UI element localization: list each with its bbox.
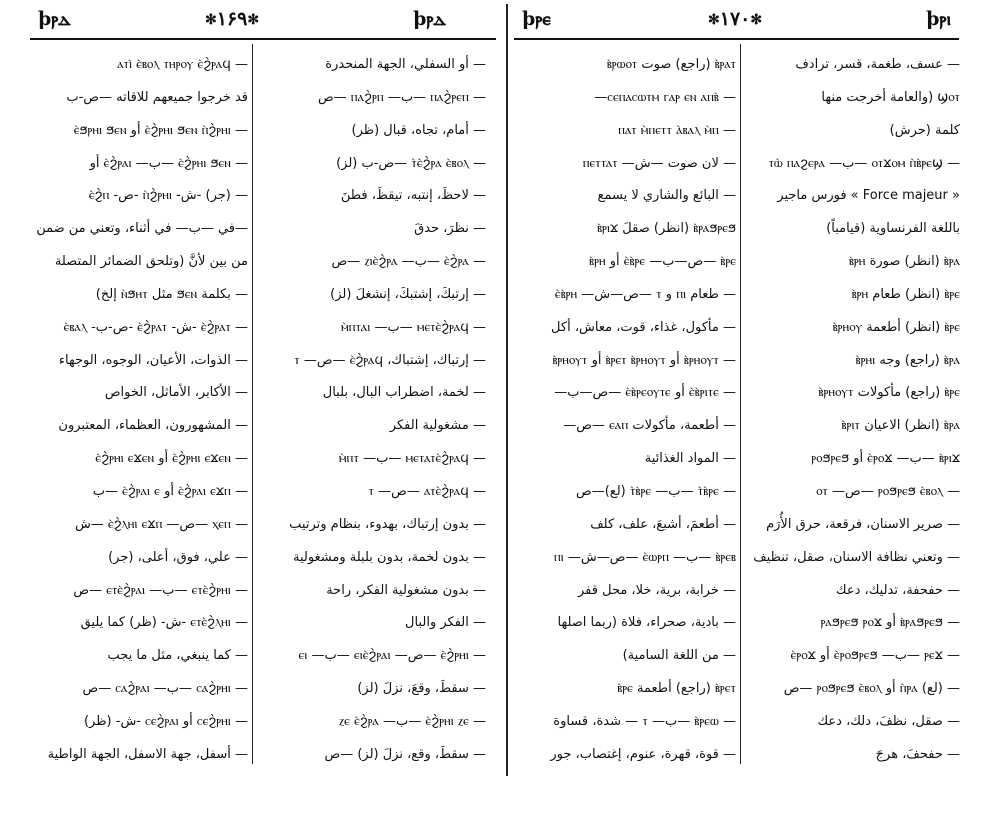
entry-line: — بدون لخمة، بدون بلبلة ومشغولية bbox=[292, 549, 486, 565]
right-page-header bbox=[508, 4, 981, 34]
right-page bbox=[508, 0, 981, 780]
entry-line: — أطعمَ، أشبعَ، علف، كلف bbox=[590, 516, 736, 532]
entry-line: — صرير الاسنان، فرقعة، حرق الأُرَم bbox=[766, 516, 960, 532]
header-rule bbox=[30, 38, 496, 40]
entry-line: من بين لأنَّ (وتلحق الضمائر المتصلة bbox=[54, 254, 248, 270]
column-right-b bbox=[746, 50, 960, 770]
entry-line: — لان صوت —ش— ⲡⲉⲧⲧⲁⲧ bbox=[582, 155, 736, 171]
entry-line: ⲃ̀ⲣⲉⲃ —ب— ⲉ̀ⲱⲣⲡ —ص—ش— ⲡⲓ bbox=[553, 549, 736, 565]
entry-line: — ⲟⲧϫⲟⲙ ⲡ̀ⲃ̀ⲣⲉϣ —ب— ⲧⲱ̀ ⲡⲁϩⲉⲣⲁ bbox=[768, 155, 960, 171]
ornament-icon: ✻ bbox=[247, 12, 260, 28]
page-number-value: ۱۷۰ bbox=[719, 8, 751, 30]
page-number bbox=[708, 8, 762, 30]
entry-line: ⲃ̀ⲣⲁϧⲣⲉϧ (انظر) صقلَ ⲃ̀ⲣⲓϫ bbox=[597, 221, 736, 237]
entry-line: — ⲙⲉⲧⲉ̀ϩ̀ⲣⲁϥ —ب— ⲙ̀ⲡⲧⲁⲓ bbox=[341, 319, 486, 335]
entry-line: ⲃ̀ⲣⲉ (انظر) أطعمة ⲃ̀ⲣⲏⲟⲩ bbox=[832, 319, 960, 335]
entry-line: ⲃ̀ⲣⲓϫ —ب— ⲉ̀ⲣⲟϫ أو ⲣⲟϧⲣⲉϧ bbox=[811, 451, 960, 467]
entry-line: باللغة الفرنساوية (قيامباً) bbox=[826, 221, 960, 237]
header-right-word: ϸⲣⲓ bbox=[926, 8, 951, 30]
entry-line: — ⲧ̀ⲉ̀ϩ̀ⲣⲁ ⲉ̀ⲃⲟⲗ —ص-ب (لز) bbox=[336, 155, 486, 171]
entry-line: ⲃ̀ⲣⲁ (انظر) صورة ⲃ̀ⲣⲏ bbox=[848, 254, 960, 270]
entry-line: — خرابة، برية، خلا، محل قفر bbox=[578, 582, 736, 598]
column-left-b bbox=[258, 50, 486, 770]
entry-line: — نظرَ، حدقَ bbox=[414, 221, 486, 237]
entry-line: — ⲉ̀ⲃ̀ⲣⲓⲧⲉ أو ⲉ̀ⲃ̀ⲣⲉⲟⲩⲧⲉ —ص—ب— bbox=[554, 385, 736, 401]
page-number-value: ۱۶۹ bbox=[216, 8, 248, 30]
entry-line: — بكلمة ϧⲉⲛ مثل ⲛ̀ϧⲏⲧ إلخ) bbox=[95, 286, 248, 302]
entry-line: — بدون إرتباك، بهدوء، بنظام وترتيب bbox=[289, 516, 486, 532]
entry-line: ⲃ̀ⲣⲉ (راجع) مأكولات ⲃ̀ⲣⲏⲟⲩⲧ bbox=[818, 385, 960, 401]
ornament-icon: ✻ bbox=[750, 12, 763, 28]
entry-line: — ⲉ̀ϩ̀ⲣⲁⲓ ⲉϫⲡ أو ⲉ̀ϩ̀ⲣⲁⲓ ⲉ —ب bbox=[92, 483, 248, 499]
entry-line: — بادية، صحراء، فلاة (ربما اصلها bbox=[557, 615, 736, 631]
entry-line: ⲃ̀ⲣⲉⲧ (راجع) أطعمة ⲃ̀ⲣⲉ bbox=[617, 681, 736, 697]
entry-line: — ⲉⲧⲉ̀ϩ̀ⲗⲏⲓ -ش- (ظر) كما يليق bbox=[80, 615, 248, 631]
column-divider bbox=[252, 44, 253, 764]
entry-line: — (لع) ⲡ̀ⲣⲁ أو ⲣⲟϧⲣⲉϧ ⲉ̀ⲃⲟⲗ —ص bbox=[783, 681, 960, 697]
header-left-word: ϸⲣⲇ bbox=[38, 8, 71, 30]
entry-line: — سقطَ، وقع، نزلَ (لز) —ص bbox=[324, 746, 486, 762]
entry-line: ⲃ̀ⲣⲉ —ص—ب— ⲉ̀ⲃ̀ⲣⲉ أو ⲃ̀ⲣⲏ bbox=[589, 254, 736, 270]
page-number bbox=[205, 8, 259, 30]
ornament-icon: ✻ bbox=[708, 12, 720, 28]
entry-line: ⲃ̀ⲣⲁⲧ (راجع) صوت ⲃ̀ⲣⲱⲟⲧ bbox=[606, 57, 736, 72]
entry-line: — ⲡⲁϩ̀ⲣⲉⲡ —ب— ⲡⲁϩ̀ⲣⲡ —ص bbox=[317, 89, 486, 105]
entry-line: — ⲉ̀ϩ̀ⲣⲏⲓ ϧⲉⲛ ⲡ̀ϩ̀ⲣⲏⲓ أو ⲉ̀ϧⲣⲏⲓ ϧⲉⲛ bbox=[73, 122, 248, 138]
entry-line: — ⲣⲟϧⲣⲉϧ ⲉ̀ⲃⲟⲗ —ص— ⲟⲧ bbox=[816, 483, 960, 499]
entry-line: — (جر) -ش- ⲡ̀ϩ̀ⲣⲏⲓ -ص- ⲉ̀ϩ̀ⲡ bbox=[88, 188, 248, 204]
entry-line: — ⲡⲁⲧ ⲙ̀ⲡⲉⲧⲧ ⲁ̀ⲃⲁⲗ ⲙ̀ⲡ bbox=[618, 122, 736, 138]
entry-line: — ⲃ̀ⲣⲁϧⲣⲉϧ أو ⲣⲁϧⲣⲉϧ ⲣⲟϫ bbox=[820, 615, 960, 631]
entry-line: كلمة (حرش) bbox=[889, 122, 960, 138]
entry-line: — قوة، قهرة، عنوم، إغتصاب، جور bbox=[550, 746, 736, 762]
ornament-icon: ✻ bbox=[205, 12, 217, 28]
entry-line: — طعام ⲡⲓ و ⲧ —ص—ش— ⲉ̀ⲃ̀ⲣⲏ bbox=[554, 286, 736, 302]
entry-line: — عسف، طغمة، قسر، ترادف bbox=[795, 57, 960, 72]
entry-line: — بدون مشغولية الفكر، راحة bbox=[326, 582, 486, 598]
entry-line: — ⲉ̀ϩ̀ⲣⲏⲓ ϧⲉⲛ —ب— ⲉ̀ϩ̀ⲣⲁⲓ أو bbox=[89, 155, 248, 171]
entry-line: ⲃ̀ⲣⲁ (راجع) وجه ⲃ̀ⲣⲏⲓ bbox=[855, 352, 960, 368]
entry-line: — صقل، نظفَ، دلك، دعك bbox=[817, 713, 960, 729]
entry-line: — الأكابر، الأماثل، الخواص bbox=[104, 385, 248, 401]
column-divider bbox=[740, 44, 741, 764]
entry-line: — ⲭⲉⲡ —ص— ⲉ̀ϩ̀ⲗⲏⲓ ⲉϫⲡ —ش bbox=[74, 516, 248, 532]
entry-line: — ⲉ̀ϩ̀ⲣⲁ —ب— ⲍⲓⲉ̀ϩ̀ⲣⲁ —ص bbox=[331, 254, 486, 270]
entry-line: — مأكول، غذاء، قوت، معاش، أكل bbox=[551, 319, 736, 335]
entry-line: — حفحفَ، هرجَ bbox=[875, 746, 960, 762]
entry-line: ⲃ̀ⲣⲉ (انظر) طعام ⲃ̀ⲣⲏ bbox=[851, 286, 960, 302]
entry-line: — ⲙⲉⲧⲁⲧⲉ̀ϩ̀ⲣⲁϥ —ب— ⲙ̀ⲡⲧ bbox=[338, 451, 486, 467]
header-right-word: ϸⲣⲇ bbox=[413, 8, 446, 30]
entry-line: —في —ب— في أثناء، وتعني من ضمن bbox=[36, 221, 248, 237]
left-page bbox=[0, 0, 506, 780]
entry-line: — أطعمة، مأكولات ⲉⲁⲡ —ص— bbox=[563, 418, 736, 434]
entry-line: — المواد الغذائية bbox=[644, 451, 736, 467]
left-page-header bbox=[0, 4, 506, 34]
entry-line: « Force majeur » فورس ماجير bbox=[777, 188, 960, 204]
entry-line: — ⲃ̀ⲣⲉⲱ —ب— ⲧ — شدة، قساوة bbox=[553, 713, 736, 729]
column-right-a bbox=[516, 50, 736, 770]
entry-line: — حفحفة، تدليك، دعك bbox=[835, 582, 960, 598]
entry-line: — إرتبكَ، إشتبكَ، إنشغلَ (لز) bbox=[330, 286, 486, 302]
entry-line: — ⲁⲧⲉ̀ϩ̀ⲣⲁϥ —ص— ⲧ bbox=[368, 483, 486, 499]
entry-line: — ⲥⲁϩ̀ⲣⲏⲓ —ب— ⲥⲁϩ̀ⲣⲁⲓ —ص bbox=[82, 681, 248, 697]
entry-line: — ⲥⲉⲡⲁⲥⲱⲧⲙ ⲅⲁⲣ ⲉⲛ ⲁⲡⲃ̀— bbox=[594, 89, 736, 105]
entry-line: قد خرجوا جميعهم للاقاته —ص-ب bbox=[66, 89, 248, 105]
entry-line: — ⲉ̀ϩ̀ⲣⲏⲓ ⲉϫⲉⲛ أو ⲉ̀ϩ̀ⲣⲏⲓ ⲉϫⲉⲛ bbox=[95, 451, 248, 467]
header-left-word: ϸⲣⲉ bbox=[522, 8, 551, 30]
entry-line: — أسفل، جهة الاسفل، الجهة الواطية bbox=[47, 746, 248, 762]
entry-line: — الذوات، الأعيان، الوجوه، الوجهاء bbox=[58, 352, 248, 368]
entry-line: — المشهورون، العظماء، المعتبرون bbox=[58, 418, 248, 434]
entry-line: — البائع والشاري لا يسمع bbox=[597, 188, 736, 204]
entry-line: — ⲁⲧⲓ̀ ⲉ̀ⲃⲟⲗ ⲧⲏⲣⲟⲩ ⲉ̀ϩ̀ⲣⲁϥ bbox=[117, 57, 248, 72]
column-left-a bbox=[32, 50, 248, 770]
entry-line: — إرتباك، إشتباك، ⲉ̀ϩ̀ⲣⲁϥ —ص— ⲧ bbox=[294, 352, 486, 368]
entry-line: — وتعني نظافة الاسنان، صقل، تنظيف bbox=[753, 549, 960, 565]
entry-line: — ⲉⲧⲉ̀ϩ̀ⲣⲏⲓ —ب— ⲉⲧⲉ̀ϩ̀ⲣⲁⲓ —ص bbox=[73, 582, 248, 598]
entry-line: — ⲉ̀ϩ̀ⲣⲏⲓ —ص— ⲉⲓⲉ̀ϩ̀ⲣⲁⲓ —ب— ⲉⲓ bbox=[298, 648, 486, 664]
entry-line: — أو السفلي، الجهة المنحدرة bbox=[325, 57, 486, 72]
entry-line: — ⲧ̀ⲃ̀ⲣⲉ —ب— ⲧ̀ⲃ̀ⲣⲉ (لع)—ص bbox=[576, 483, 736, 499]
entry-line: — كما ينبغي، مثل ما يجب bbox=[107, 648, 248, 664]
entry-line: — الفكر والبال bbox=[405, 615, 486, 631]
entry-line: — ⲣⲉϫ —ب— ⲉ̀ⲣⲟϧⲣⲉϧ أو ⲉ̀ⲣⲟϫ bbox=[790, 648, 960, 664]
entry-line: — ⲃ̀ⲣⲏⲟⲩⲧ أو ⲃ̀ⲣⲉⲧ ⲃ̀ⲣⲏⲟⲩⲧ أو ⲃ̀ⲣⲏⲟⲩⲧ bbox=[552, 352, 736, 368]
entry-line: — مشغولية الفكر bbox=[389, 418, 486, 434]
entry-line: — لخمة، اضطراب البال، بلبال bbox=[322, 385, 486, 401]
entry-line: — ⲉ̀ϩ̀ⲣⲁⲧ -ش- ⲉ̀ϩ̀ⲣⲁⲧ -ص-ب- ⲉ̀ⲃⲁⲗ bbox=[63, 319, 248, 335]
entry-line: — لاحظَ، إنتبه، تيقظَ، فطنَ bbox=[340, 188, 486, 204]
entry-line: — من اللغة السامية) bbox=[622, 648, 736, 664]
entry-line: — أمام، تجاه، قبال (ظر) bbox=[351, 122, 486, 138]
entry-line: ϣⲟⲧ (والعامة أخرجت منها bbox=[821, 89, 960, 105]
entry-line: — ⲥⲉϩ̀ⲣⲏⲓ أو ⲥⲉϩ̀ⲣⲁⲓ -ش- (ظر) bbox=[83, 713, 248, 729]
entry-line: — سقطَ، وقعَ، نزلَ (لز) bbox=[357, 681, 486, 697]
header-rule bbox=[514, 38, 959, 40]
entry-line: ⲃ̀ⲣⲁ (انظر) الاعيان ⲃ̀ⲣⲓⲧ bbox=[841, 418, 960, 434]
entry-line: — ⲉ̀ϩ̀ⲣⲏⲓ ⲍⲉ —ب— ⲍⲉ ⲉ̀ϩ̀ⲣⲁ bbox=[338, 713, 486, 729]
entry-line: — علي، فوق، أعلى، (جر) bbox=[108, 549, 248, 565]
